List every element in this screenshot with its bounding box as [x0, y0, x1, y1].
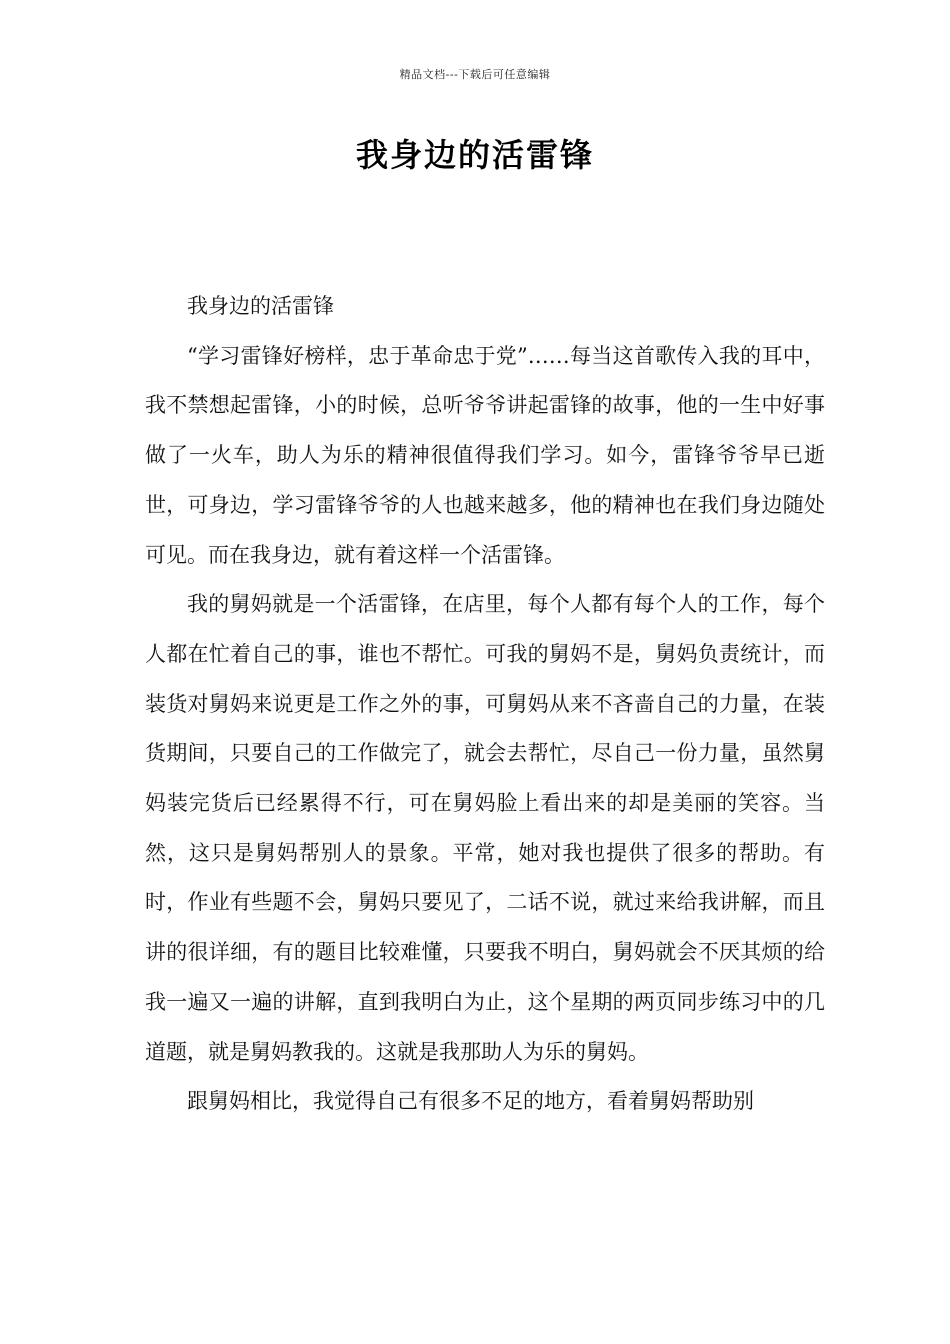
paragraph: 我的舅妈就是一个活雷锋，在店里，每个人都有每个人的工作，每个人都在忙着自己的事，谁也不帮忙。可我的舅妈不是，舅妈负责统计，而装货对舅妈来说更是工作之外的事，可舅妈从来不吝啬自己的力量，在装货期间，只要自己的工作做完了，就会去帮忙，尽自己一份力量，虽然舅妈装完货后已经累得不行，可在舅妈脸上看出来的却是美丽的笑容。当然，这只是舅妈帮别人的景象。平常，她对我也提供了很多的帮助。有时，作业有些题不会，舅妈只要见了，二话不说，就过来给我讲解，而且讲的很详细，有的题目比较难懂，只要我不明白，舅妈就会不厌其烦的给我一遍又一遍的讲解，直到我明白为止，这个星期的两页同步练习中的几道题，就是舅妈教我的。这就是我那助人为乐的舅妈。	[145, 592, 825, 1064]
page-header-note: 精品文档---下载后可任意编辑	[399, 68, 551, 81]
paragraph-subtitle: 我身边的活雷锋	[187, 294, 334, 318]
paragraph: “学习雷锋好榜样，忠于革命忠于党”……每当这首歌传入我的耳中，我不禁想起雷锋，小的时候，总听爷爷讲起雷锋的故事，他的一生中好事做了一火车，助人为乐的精神很值得我们学习。如今，雷锋爷爷早已逝世，可身边，学习雷锋爷爷的人也越来越多，他的精神也在我们身边随处可见。而在我身边，就有着这样一个活雷锋。	[145, 343, 825, 567]
document-title: 我身边的活雷锋	[355, 136, 594, 174]
paragraph: 跟舅妈相比，我觉得自己有很多不足的地方，看着舅妈帮助别	[187, 1089, 754, 1114]
document-body	[145, 282, 825, 1127]
